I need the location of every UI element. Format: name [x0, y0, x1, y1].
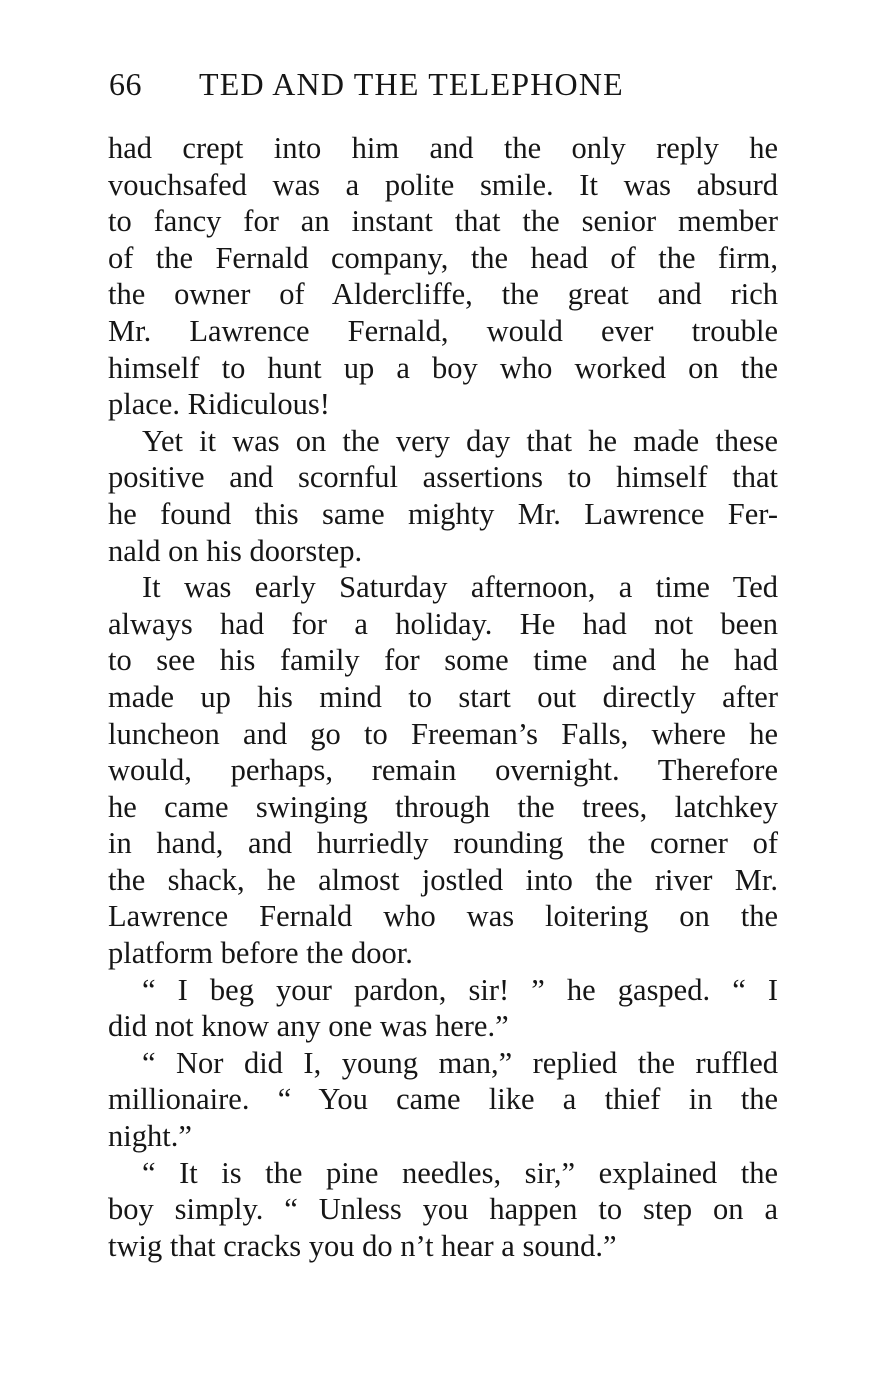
text-line: twig that cracks you do n’t hear a sound.”: [108, 1228, 617, 1263]
text-line: in hand, and hurriedly rounding the corner of: [108, 826, 778, 861]
text-line: boy simply. “ Unless you happen to step on a: [108, 1192, 778, 1227]
text-line: vouchsafed was a polite smile. It was absurd: [108, 167, 778, 202]
text-line: he found this same mighty Mr. Lawrence Fer-: [108, 496, 778, 531]
text-line: “ I beg your pardon, sir! ” he gasped. “ I: [142, 972, 778, 1007]
text-line: would, perhaps, remain overnight. Therefore: [108, 753, 778, 788]
text-line: place. Ridiculous!: [108, 387, 330, 422]
text-line: positive and scornful assertions to himself that: [108, 460, 778, 495]
text-line: “ Nor did I, young man,” replied the ruffled: [142, 1045, 778, 1080]
text-line: night.”: [108, 1119, 192, 1154]
text-line: the shack, he almost jostled into the river Mr.: [108, 862, 778, 897]
text-line: luncheon and go to Freeman’s Falls, where he: [108, 716, 778, 751]
text-line: to fancy for an instant that the senior member: [108, 204, 778, 239]
text-line: the owner of Aldercliffe, the great and rich: [108, 277, 778, 312]
text-line: did not know any one was here.”: [108, 1009, 509, 1044]
text-line: made up his mind to start out directly after: [108, 679, 778, 714]
text-line: himself to hunt up a boy who worked on the: [108, 350, 778, 385]
text-line: to see his family for some time and he had: [108, 643, 778, 678]
running-title: TED AND THE TELEPHONE: [199, 66, 624, 102]
text-line: Yet it was on the very day that he made these: [142, 423, 778, 458]
page-number: 66: [109, 66, 142, 102]
text-line: “ It is the pine needles, sir,” explained the: [142, 1155, 778, 1190]
text-line: always had for a holiday. He had not been: [108, 606, 778, 641]
running-head: [109, 62, 779, 106]
body-text: [108, 130, 778, 1264]
text-line: Mr. Lawrence Fernald, would ever trouble: [108, 313, 778, 348]
text-line: millionaire. “ You came like a thief in the: [108, 1082, 778, 1117]
text-line: platform before the door.: [108, 936, 413, 971]
text-line: had crept into him and the only reply he: [108, 131, 778, 165]
text-line: Lawrence Fernald who was loitering on the: [108, 899, 778, 934]
text-line: It was early Saturday afternoon, a time Ted: [142, 570, 778, 605]
text-line: he came swinging through the trees, latchkey: [108, 789, 778, 824]
text-line: nald on his doorstep.: [108, 533, 363, 568]
text-line: of the Fernald company, the head of the firm,: [108, 240, 778, 275]
